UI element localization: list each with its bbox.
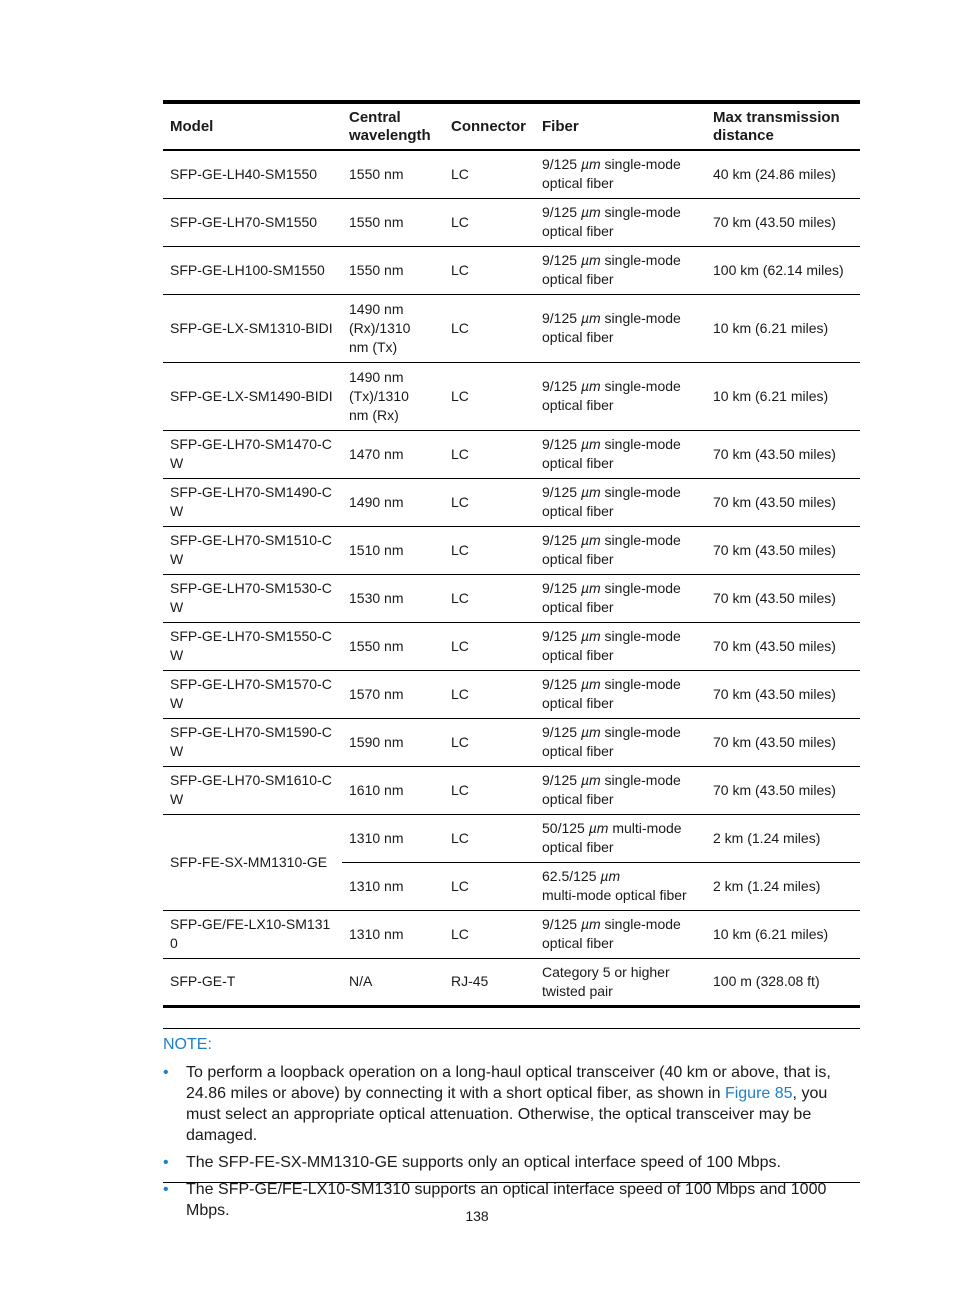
header-fiber: Fiber bbox=[535, 102, 706, 150]
bullet-icon: • bbox=[163, 1064, 169, 1081]
wavelength-cell: 1550 nm bbox=[342, 622, 444, 670]
fiber-cell: 9/125 µm single-mode optical fiber bbox=[535, 430, 706, 478]
model-cell: SFP-GE-LX-SM1490-BIDI bbox=[163, 362, 342, 430]
distance-cell: 100 km (62.14 miles) bbox=[706, 246, 860, 294]
table-row bbox=[163, 294, 860, 362]
distance-cell: 2 km (1.24 miles) bbox=[706, 862, 860, 910]
model-cell: SFP-GE-LH100-SM1550 bbox=[163, 246, 342, 294]
table-row bbox=[163, 246, 860, 294]
connector-cell: LC bbox=[444, 766, 535, 814]
table-header-row bbox=[163, 102, 860, 150]
fiber-cell: 50/125 µm multi-mode optical fiber bbox=[535, 814, 706, 862]
wavelength-cell: 1310 nm bbox=[342, 814, 444, 862]
fiber-cell: 9/125 µm single-mode optical fiber bbox=[535, 718, 706, 766]
distance-cell: 70 km (43.50 miles) bbox=[706, 430, 860, 478]
distance-cell: 10 km (6.21 miles) bbox=[706, 910, 860, 958]
note-bottom-rule bbox=[163, 1182, 860, 1183]
note-item: • To perform a loopback operation on a long-haul optical transceiver (40 km or above, that is, 24.86 miles or above) by connecting it with a short optical fiber, as shown in Figure 85, you must select an appropriate optical attenuation. Otherwise, the optical transceiver may be damaged. bbox=[163, 1064, 831, 1144]
table-row bbox=[163, 478, 860, 526]
fiber-cell: 9/125 µm single-mode optical fiber bbox=[535, 670, 706, 718]
wavelength-cell: 1470 nm bbox=[342, 430, 444, 478]
table-row bbox=[163, 910, 860, 958]
header-distance: Max transmission distance bbox=[706, 102, 860, 150]
fiber-cell: 9/125 µm single-mode optical fiber bbox=[535, 478, 706, 526]
table-row bbox=[163, 622, 860, 670]
table-row bbox=[163, 362, 860, 430]
connector-cell: LC bbox=[444, 362, 535, 430]
distance-cell: 70 km (43.50 miles) bbox=[706, 670, 860, 718]
wavelength-cell: 1590 nm bbox=[342, 718, 444, 766]
note-list bbox=[163, 1062, 860, 1227]
connector-cell: LC bbox=[444, 862, 535, 910]
fiber-cell: 9/125 µm single-mode optical fiber bbox=[535, 362, 706, 430]
connector-cell: LC bbox=[444, 910, 535, 958]
distance-cell: 70 km (43.50 miles) bbox=[706, 574, 860, 622]
transceiver-spec-table bbox=[163, 100, 860, 1008]
distance-cell: 70 km (43.50 miles) bbox=[706, 526, 860, 574]
model-cell: SFP-GE-LH70-SM1490-C W bbox=[163, 478, 342, 526]
fiber-cell: 9/125 µm single-mode optical fiber bbox=[535, 574, 706, 622]
distance-cell: 10 km (6.21 miles) bbox=[706, 362, 860, 430]
distance-cell: 70 km (43.50 miles) bbox=[706, 478, 860, 526]
page-number: 138 bbox=[465, 1208, 489, 1224]
connector-cell: LC bbox=[444, 526, 535, 574]
wavelength-cell: 1530 nm bbox=[342, 574, 444, 622]
wavelength-cell: 1510 nm bbox=[342, 526, 444, 574]
table-row bbox=[163, 670, 860, 718]
distance-cell: 40 km (24.86 miles) bbox=[706, 150, 860, 198]
table-row bbox=[163, 766, 860, 814]
wavelength-cell: 1550 nm bbox=[342, 246, 444, 294]
fiber-cell: 9/125 µm single-mode optical fiber bbox=[535, 150, 706, 198]
table-row bbox=[163, 430, 860, 478]
distance-cell: 70 km (43.50 miles) bbox=[706, 718, 860, 766]
model-cell: SFP-GE-LH70-SM1610-C W bbox=[163, 766, 342, 814]
wavelength-cell: 1570 nm bbox=[342, 670, 444, 718]
model-cell: SFP-GE-LH70-SM1550-C W bbox=[163, 622, 342, 670]
model-cell: SFP-GE-LH70-SM1570-C W bbox=[163, 670, 342, 718]
note-item: • The SFP-GE/FE-LX10-SM1310 supports an optical interface speed of 100 Mbps and 1000 Mbps. bbox=[163, 1181, 827, 1219]
table-row bbox=[163, 150, 860, 198]
connector-cell: LC bbox=[444, 294, 535, 362]
wavelength-cell: 1550 nm bbox=[342, 150, 444, 198]
bullet-icon: • bbox=[163, 1181, 169, 1198]
fiber-cell: 9/125 µm single-mode optical fiber bbox=[535, 294, 706, 362]
model-cell: SFP-GE-LX-SM1310-BIDI bbox=[163, 294, 342, 362]
table-row bbox=[163, 718, 860, 766]
wavelength-cell: 1490 nm (Rx)/1310 nm (Tx) bbox=[342, 294, 444, 362]
connector-cell: LC bbox=[444, 478, 535, 526]
connector-cell: LC bbox=[444, 430, 535, 478]
header-model: Model bbox=[163, 102, 342, 150]
bullet-icon: • bbox=[163, 1154, 169, 1171]
connector-cell: LC bbox=[444, 718, 535, 766]
model-cell: SFP-GE-T bbox=[170, 973, 236, 989]
distance-cell: 70 km (43.50 miles) bbox=[706, 198, 860, 246]
distance-cell: 70 km (43.50 miles) bbox=[706, 622, 860, 670]
distance-cell: 10 km (6.21 miles) bbox=[706, 294, 860, 362]
wavelength-cell: 1610 nm bbox=[342, 766, 444, 814]
connector-cell: LC bbox=[444, 814, 535, 862]
table-row bbox=[163, 574, 860, 622]
fiber-cell: 9/125 µm single-mode optical fiber bbox=[535, 198, 706, 246]
connector-cell: LC bbox=[444, 574, 535, 622]
note-top-rule bbox=[163, 1028, 860, 1029]
note-title: NOTE: bbox=[163, 1036, 212, 1053]
connector-cell: LC bbox=[444, 670, 535, 718]
wavelength-cell: 1310 nm bbox=[342, 910, 444, 958]
model-cell: SFP-GE-LH70-SM1510-C W bbox=[163, 526, 342, 574]
model-cell: SFP-GE-LH70-SM1530-C W bbox=[163, 574, 342, 622]
fiber-cell: 9/125 µm single-mode optical fiber bbox=[535, 526, 706, 574]
model-cell: SFP-GE/FE-LX10-SM131 0 bbox=[163, 910, 342, 958]
model-cell: SFP-GE-LH40-SM1550 bbox=[163, 150, 342, 198]
fiber-cell: Category 5 or higher twisted pair bbox=[542, 963, 670, 999]
header-wavelength: Central wavelength bbox=[342, 102, 444, 150]
fiber-cell: 62.5/125 µm multi-mode optical fiber bbox=[535, 862, 706, 910]
distance-cell: 100 m (328.08 ft) bbox=[713, 973, 820, 989]
figure-link[interactable]: Figure 85 bbox=[724, 1085, 793, 1102]
wavelength-cell: 1490 nm (Tx)/1310 nm (Rx) bbox=[342, 362, 444, 430]
wavelength-cell: 1310 nm bbox=[342, 862, 444, 910]
connector-cell: RJ-45 bbox=[451, 973, 489, 989]
table-row bbox=[163, 814, 860, 862]
model-cell: SFP-GE-LH70-SM1470-C W bbox=[163, 430, 342, 478]
header-connector: Connector bbox=[444, 102, 535, 150]
fiber-cell: 9/125 µm single-mode optical fiber bbox=[535, 246, 706, 294]
distance-cell: 70 km (43.50 miles) bbox=[706, 766, 860, 814]
fiber-cell: 9/125 µm single-mode optical fiber bbox=[535, 910, 706, 958]
connector-cell: LC bbox=[444, 622, 535, 670]
distance-cell: 2 km (1.24 miles) bbox=[706, 814, 860, 862]
wavelength-cell: 1550 nm bbox=[342, 198, 444, 246]
wavelength-cell: N/A bbox=[349, 973, 373, 989]
fiber-cell: 9/125 µm single-mode optical fiber bbox=[535, 622, 706, 670]
table-row bbox=[163, 958, 860, 1006]
fiber-cell: 9/125 µm single-mode optical fiber bbox=[535, 766, 706, 814]
table-row bbox=[163, 198, 860, 246]
model-cell: SFP-GE-LH70-SM1550 bbox=[163, 198, 342, 246]
model-cell: SFP-FE-SX-MM1310-GE bbox=[163, 814, 342, 910]
connector-cell: LC bbox=[444, 198, 535, 246]
model-cell: SFP-GE-LH70-SM1590-C W bbox=[163, 718, 342, 766]
table-row bbox=[163, 526, 860, 574]
note-item: • The SFP-FE-SX-MM1310-GE supports only an optical interface speed of 100 Mbps. bbox=[163, 1154, 781, 1171]
wavelength-cell: 1490 nm bbox=[342, 478, 444, 526]
connector-cell: LC bbox=[444, 150, 535, 198]
connector-cell: LC bbox=[444, 246, 535, 294]
